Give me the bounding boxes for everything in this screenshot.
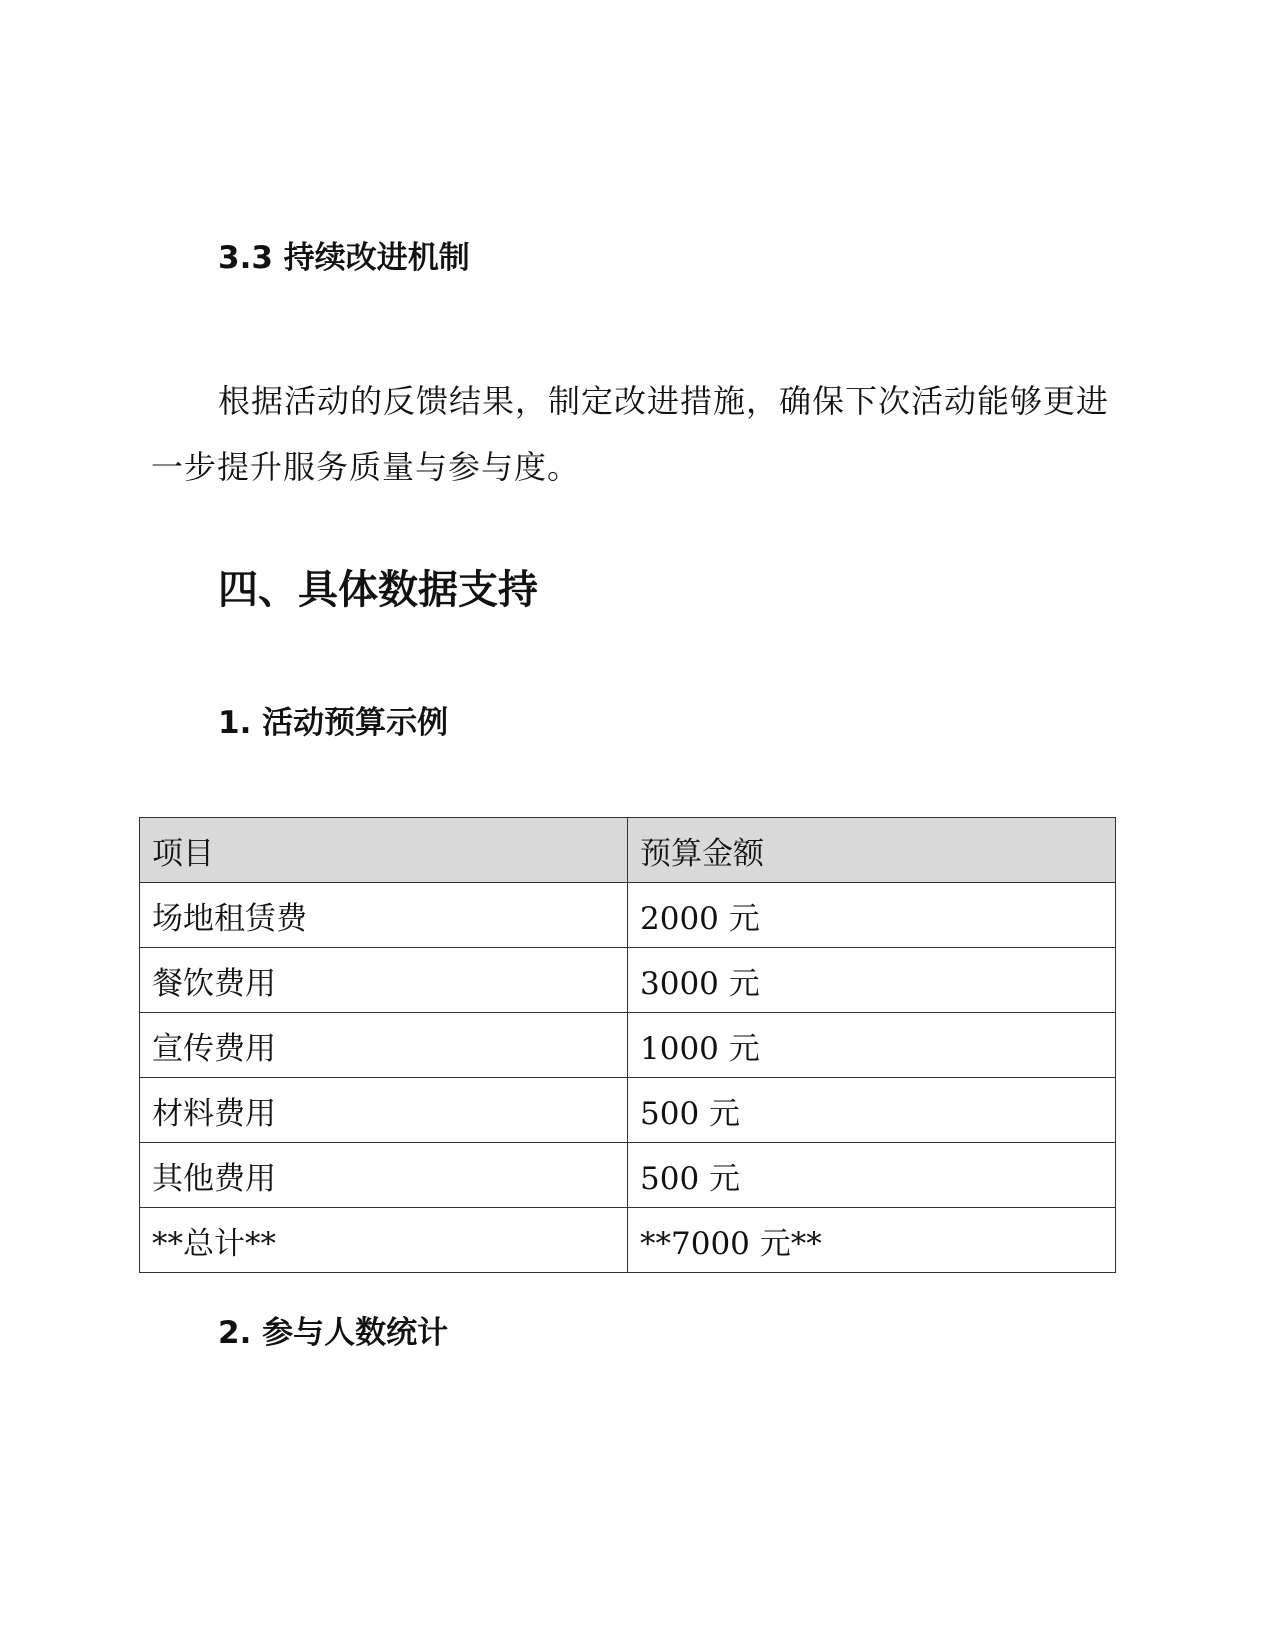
cell-item: 餐饮费用 — [140, 948, 628, 1013]
cell-amount-total: **7000 元** — [628, 1208, 1116, 1273]
body-paragraph: 根据活动的反馈结果，制定改进措施，确保下次活动能够更进一步提升服务质量与参与度。 — [151, 382, 1110, 486]
cell-amount: 1000 元 — [628, 1013, 1116, 1078]
table-header-row — [140, 818, 1116, 883]
subsection-heading-budget: 1. 活动预算示例 — [218, 705, 449, 741]
budget-table — [139, 817, 1116, 1273]
subsection-heading-participants: 2. 参与人数统计 — [218, 1315, 449, 1351]
cell-amount: 3000 元 — [628, 948, 1116, 1013]
table-row — [140, 1013, 1116, 1078]
cell-amount: 500 元 — [628, 1143, 1116, 1208]
table-row — [140, 883, 1116, 948]
cell-item: 场地租赁费 — [140, 883, 628, 948]
table-row-total — [140, 1208, 1116, 1273]
header-amount: 预算金额 — [628, 818, 1116, 883]
section-heading-3-3: 3.3 持续改进机制 — [218, 240, 470, 276]
cell-amount: 500 元 — [628, 1078, 1116, 1143]
section-heading-4: 四、具体数据支持 — [218, 567, 538, 613]
cell-amount: 2000 元 — [628, 883, 1116, 948]
table-row — [140, 1078, 1116, 1143]
cell-item: 宣传费用 — [140, 1013, 628, 1078]
header-item: 项目 — [140, 818, 628, 883]
table-row — [140, 1143, 1116, 1208]
cell-item: 其他费用 — [140, 1143, 628, 1208]
cell-item: 材料费用 — [140, 1078, 628, 1143]
table-row — [140, 948, 1116, 1013]
cell-item-total: **总计** — [140, 1208, 628, 1273]
